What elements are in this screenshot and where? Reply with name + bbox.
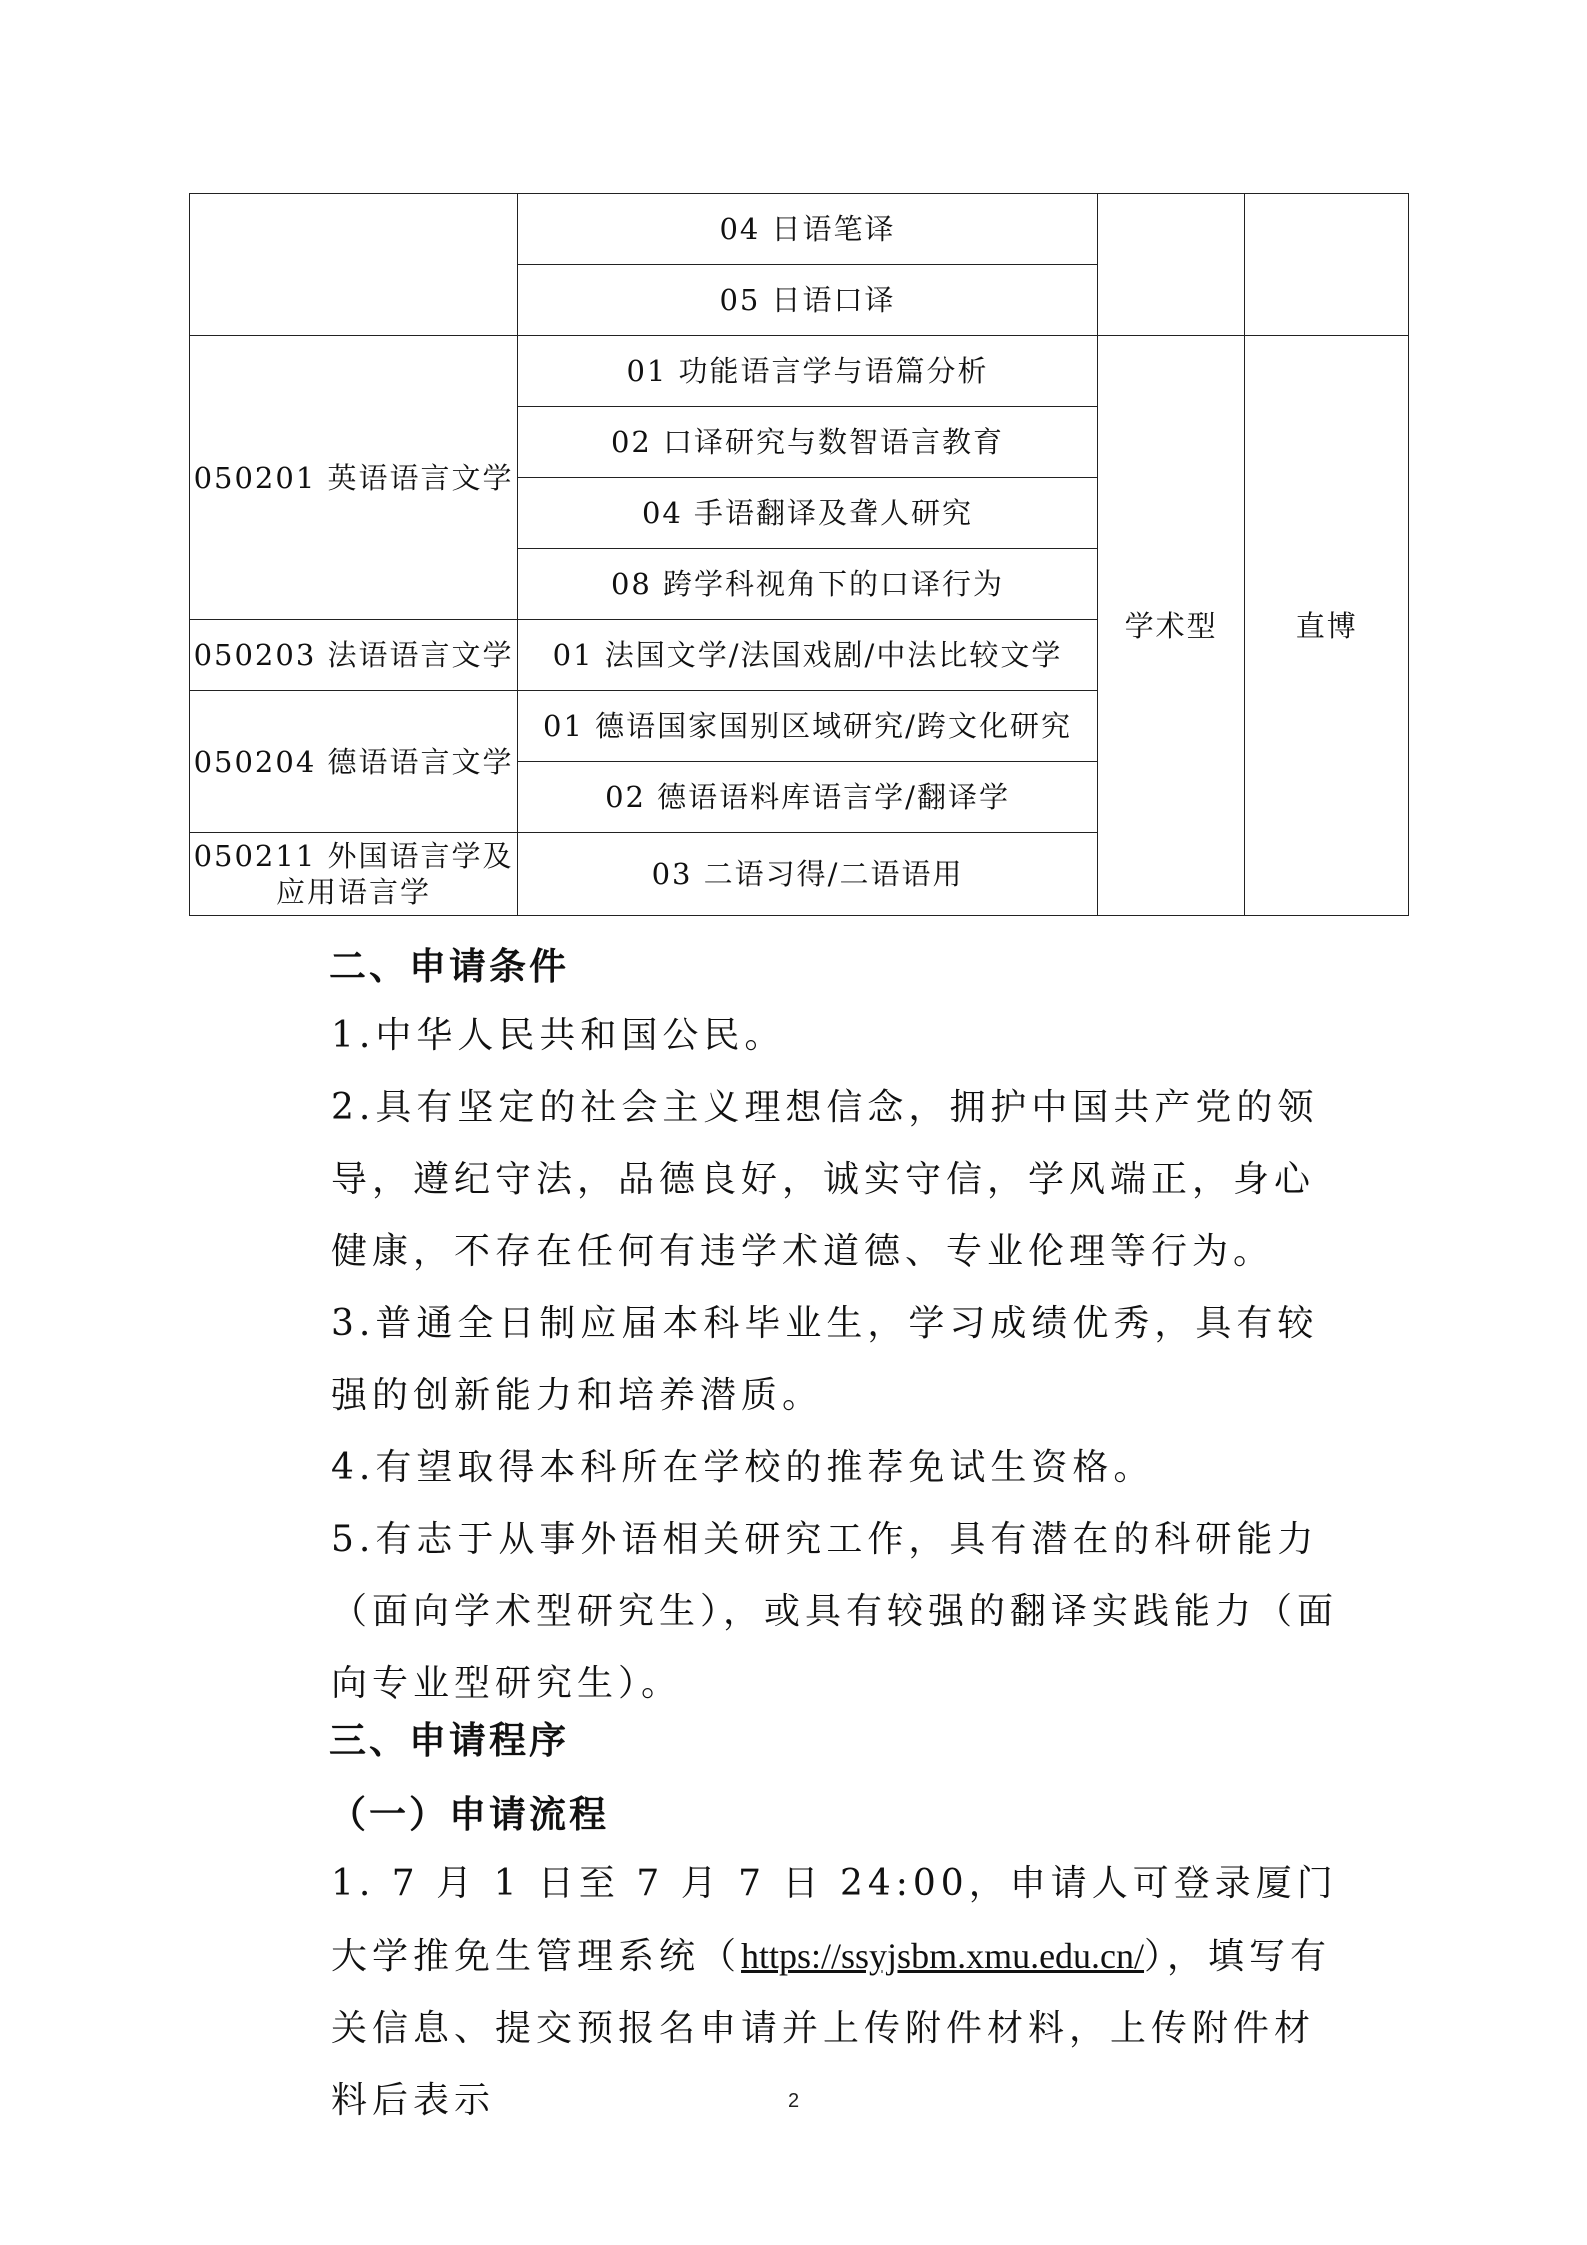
- major-line-1: 050211 外国语言学及: [193, 839, 514, 873]
- table-cell-direction: 02 口译研究与数智语言教育: [518, 407, 1098, 478]
- condition-item-3: 3.普通全日制应届本科毕业生，学习成绩优秀，具有较强的创新能力和培养潜质。: [331, 1303, 1319, 1416]
- table-cell-major: 050203 法语语言文学: [190, 620, 518, 691]
- table-cell-major: 050204 德语语言文学: [190, 691, 518, 833]
- table-cell-direction: 03 二语习得/二语语用: [518, 833, 1098, 916]
- table-cell-major: [190, 833, 518, 916]
- table-cell-direction: 01 法国文学/法国戏剧/中法比较文学: [518, 620, 1098, 691]
- page-number: 2: [787, 2090, 800, 2112]
- table-cell-direction: 02 德语语料库语言学/翻译学: [518, 762, 1098, 833]
- table-cell-mode: 直博: [1245, 336, 1409, 916]
- condition-item-1: 1.中华人民共和国公民。: [331, 1015, 786, 1056]
- section-title-conditions: 二、申请条件: [329, 945, 569, 988]
- condition-item-5: 5.有志于从事外语相关研究工作，具有潜在的科研能力（面向学术型研究生），或具有较强的翻译实践能力（面向专业型研究生）。: [331, 1519, 1339, 1704]
- procedure-text-a: 1. 7 月 1 日至 7 月 7 日 24:00，申请人可登录厦门大学推免生管理系统（: [331, 1863, 1338, 1977]
- section-title-procedure: 三、申请程序: [329, 1719, 569, 1762]
- table-cell-direction: 01 功能语言学与语篇分析: [518, 336, 1098, 407]
- major-line-2: 应用语言学: [276, 875, 432, 909]
- condition-item-2: 2.具有坚定的社会主义理想信念，拥护中国共产党的领导，遵纪守法，品德良好，诚实守信，学风端正，身心健康，不存在任何有违学术道德、专业伦理等行为。: [331, 1087, 1319, 1272]
- table-cell-direction: 04 日语笔译: [518, 194, 1098, 265]
- table-cell-major-empty: [190, 194, 518, 336]
- procedure-text-b: ），填写有关信息、提交预报名申请并上传附件材料，上传附件材料后表示: [331, 1936, 1332, 2121]
- table-cell-major: 050201 英语语言文学: [190, 336, 518, 620]
- table-cell-type: 学术型: [1097, 336, 1244, 916]
- condition-item-4: 4.有望取得本科所在学校的推荐免试生资格。: [331, 1447, 1155, 1488]
- table-cell-type-empty: [1097, 194, 1244, 336]
- table-cell-direction: 08 跨学科视角下的口译行为: [518, 549, 1098, 620]
- program-table: [189, 193, 1409, 916]
- table-cell-direction: 01 德语国家国别区域研究/跨文化研究: [518, 691, 1098, 762]
- subsection-title-flow: （一）申请流程: [329, 1793, 609, 1836]
- table-cell-mode-empty: [1245, 194, 1409, 336]
- system-url-link[interactable]: https://ssyjsbm.xmu.edu.cn/: [741, 1936, 1145, 1976]
- table-cell-direction: 04 手语翻译及聋人研究: [518, 478, 1098, 549]
- table-cell-direction: 05 日语口译: [518, 265, 1098, 336]
